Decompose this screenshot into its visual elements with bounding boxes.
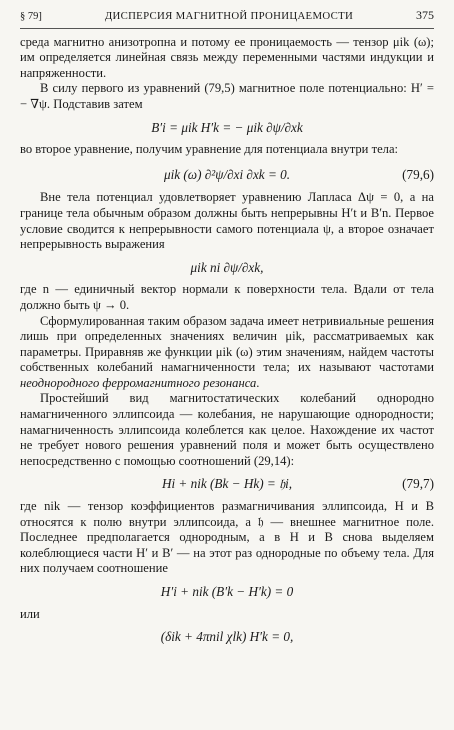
- paragraph-1: среда магнитно анизотропна и потому ее проницаемость — тензор μik (ω); им определяется линейная связь между переменными частями индукции и напряженности.: [20, 34, 434, 80]
- equation-1: B′i = μik H′k = − μik ∂ψ/∂xk: [151, 119, 303, 135]
- paragraph-5: где n — единичный вектор нормали к поверхности тела. Вдали от тела должно быть ψ → 0.: [20, 282, 434, 312]
- paragraph-6-end: .: [256, 375, 260, 390]
- equation-boundary-expression: μik ni ∂ψ/∂xk,: [190, 259, 264, 275]
- paragraph-4: Вне тела потенциал удовлетворяет уравнению Лапласа Δψ = 0, а на границе тела обычным образом должны быть непрерывны H′t и B′n. Первое условие сводится к непрерывности самого потенциала ψ, а второе означает непрерывность выражения: [20, 190, 434, 252]
- section-ref: § 79]: [20, 11, 42, 22]
- running-header: [20, 8, 434, 29]
- running-title: ДИСПЕРСИЯ МАГНИТНОЙ ПРОНИЦАЕМОСТИ: [104, 10, 354, 22]
- equation-oscillating-relation: H′i + nik (B′k − H′k) = 0: [160, 584, 294, 599]
- page-number: 375: [416, 8, 434, 22]
- equation-79-6: [20, 167, 434, 183]
- paragraph-6-text: Сформулированная таким образом задача имеет нетривиальные решения лишь при определенных значениях величин μik, рассматриваемых как параметры. Приравняв же функции μik (ω) этим значениям, найдем частоты собственных колебаний намагниченности тела; их называют частотами: [20, 313, 434, 375]
- equation-susceptibility: (δik + 4πnil χlk) H′k = 0,: [160, 629, 294, 645]
- paragraph-8: где nik — тензор коэффициентов размагничивания эллипсоида, H и B относятся к полю внутри эллипсоида, а 𝔥 — внешнее магнитное поле. Последнее предполагается однородным, а в H и B снова выделяем колеблющиеся части H′ и B′ — на этот раз однородные по объему тела. Для них получаем соотношение: [20, 499, 434, 576]
- equation-79-6-body: μik (ω) ∂²ψ/∂xi ∂xk = 0.: [163, 166, 291, 182]
- paragraph-2: В силу первого из уравнений (79,5) магнитное поле потенциально: H′ = − ∇ψ. Подставив затем: [20, 81, 434, 111]
- or-word: или: [20, 606, 40, 621]
- equation-79-7-number: (79,7): [402, 476, 434, 492]
- equation-79-7: [20, 476, 434, 492]
- paragraph-3: во второе уравнение, получим уравнение для потенциала внутри тела:: [20, 142, 399, 157]
- equation-79-7-body: Hi + nik (Bk − Hk) = 𝔥i,: [161, 476, 293, 492]
- paragraph-7: Простейший вид магнитостатических колебаний однородно намагниченного эллипсоида — колебания, не нарушающие однородности; намагниченность эллипсоида колеблется как целое. Нахождение их частот не требует нового решения уравнений поля и может быть осуществлено непосредственно с помощью соотношений (29,14):: [20, 391, 434, 468]
- equation-79-6-number: (79,6): [402, 166, 434, 182]
- resonance-term: неоднородного ферромагнитного резонанса: [20, 375, 257, 390]
- paragraph-6: [20, 314, 434, 392]
